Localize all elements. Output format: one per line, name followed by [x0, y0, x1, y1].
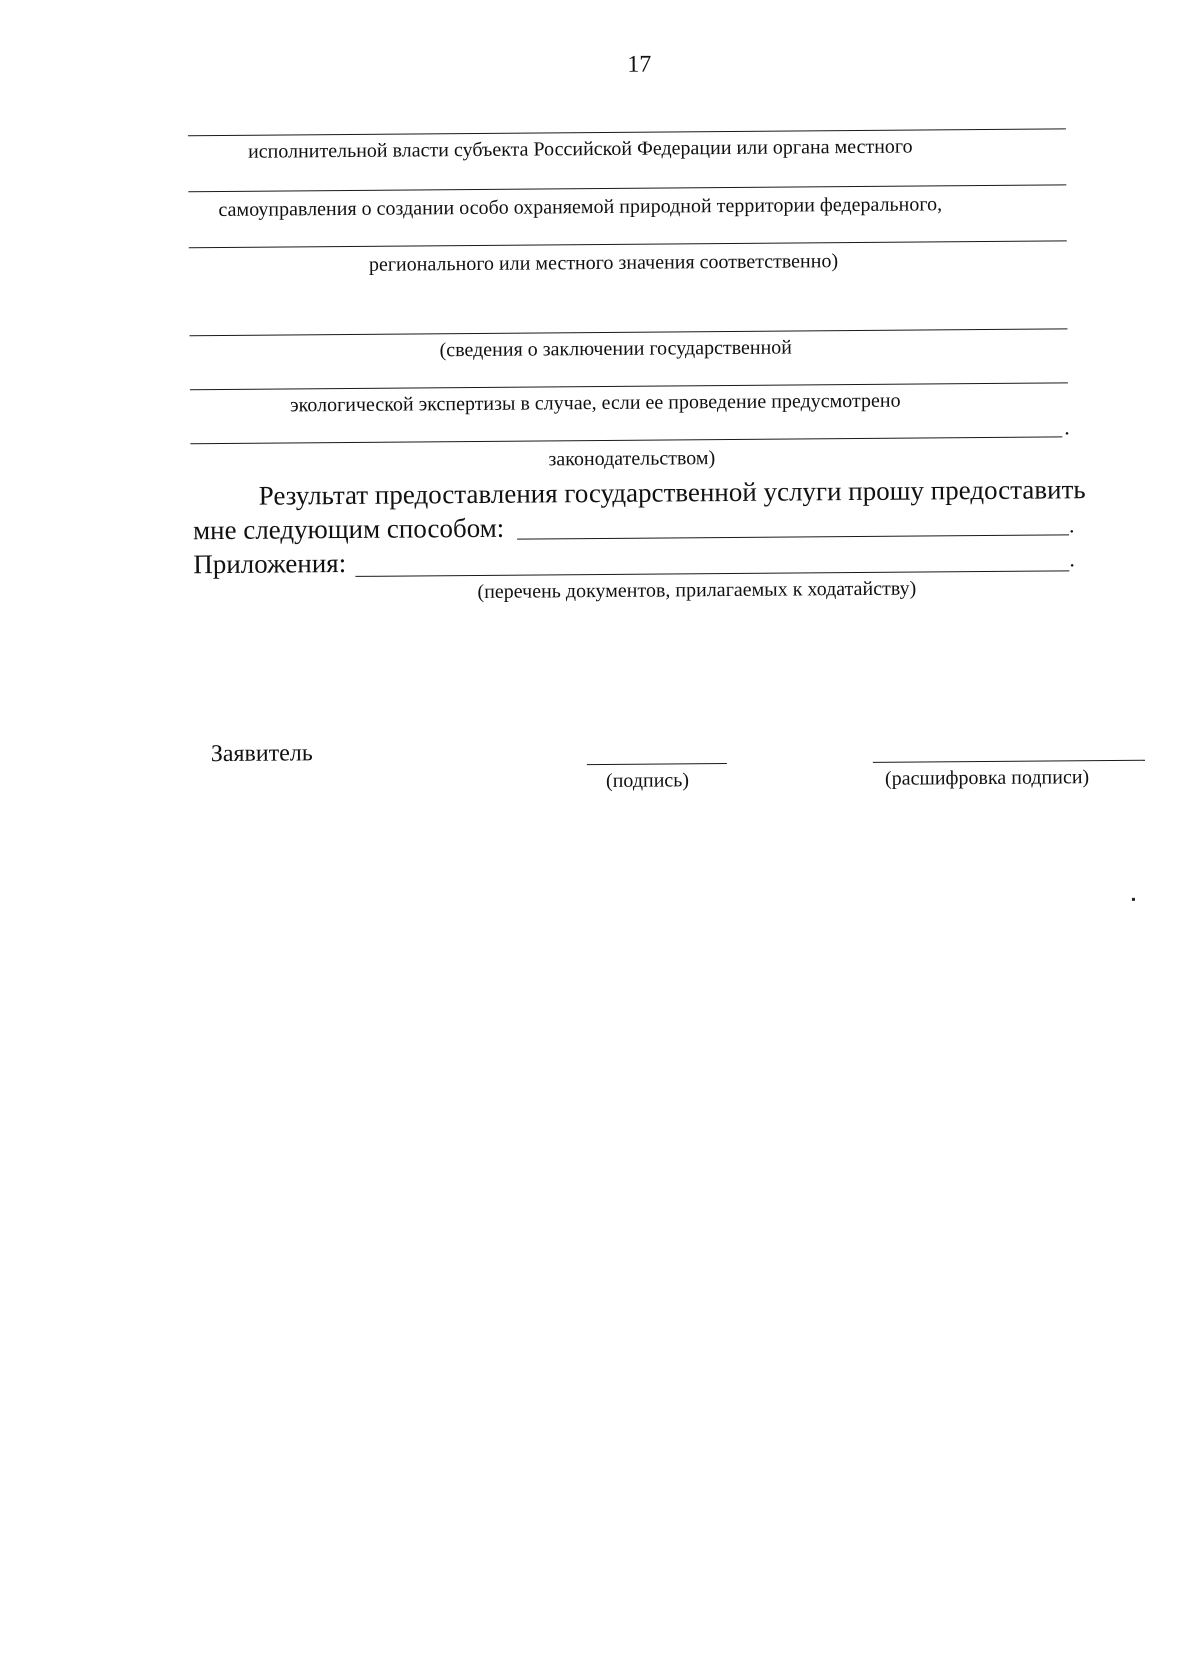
caption-authority-line-3: регионального или местного значения соответственно) — [368, 250, 839, 276]
signature-decoding-fill-line — [873, 760, 1145, 763]
caption-expertise-line-3: законодательством) — [548, 447, 716, 471]
attachments-fill-line — [355, 570, 1069, 577]
caption-authority-line-1: исполнительной власти субъекта Российской Федерации или органа местного — [247, 135, 913, 163]
signature-caption: (подпись) — [605, 769, 690, 792]
attachments-label: Приложения: — [193, 547, 347, 580]
caption-expertise-line-2: экологической экспертизы в случае, если ее проведение предусмотрено — [289, 389, 901, 417]
scan-speck — [1132, 898, 1135, 901]
attachments-end: . — [1069, 546, 1075, 572]
fill-line-expertise-1 — [189, 328, 1067, 336]
caption-expertise-line-1: (сведения о заключении государственной — [439, 336, 793, 362]
attachments-caption: (перечень документов, прилагаемых к ходатайству) — [477, 577, 917, 603]
applicant-label: Заявитель — [210, 740, 313, 768]
fill-line-authority-3 — [189, 240, 1067, 248]
page-number: 17 — [627, 51, 652, 78]
fill-line-authority-2 — [188, 184, 1066, 192]
fill-line-expertise-2 — [190, 382, 1068, 390]
signature-decoding-caption: (расшифровка подписи) — [884, 766, 1090, 790]
result-method-fill-line — [517, 534, 1069, 539]
caption-authority-line-2: самоуправления о создании особо охраняемой природной территории федерального, — [218, 193, 943, 221]
fill-line-expertise-3 — [190, 436, 1062, 444]
fill-line-authority-1 — [188, 128, 1066, 136]
result-method-label: мне следующим способом: — [192, 512, 505, 546]
signature-fill-line — [587, 763, 727, 765]
expertise-end-mark: . — [1064, 414, 1070, 440]
result-method-end: . — [1068, 512, 1075, 538]
result-paragraph-line-1: Результат предоставления государственной услуги прошу предоставить — [258, 474, 1086, 511]
